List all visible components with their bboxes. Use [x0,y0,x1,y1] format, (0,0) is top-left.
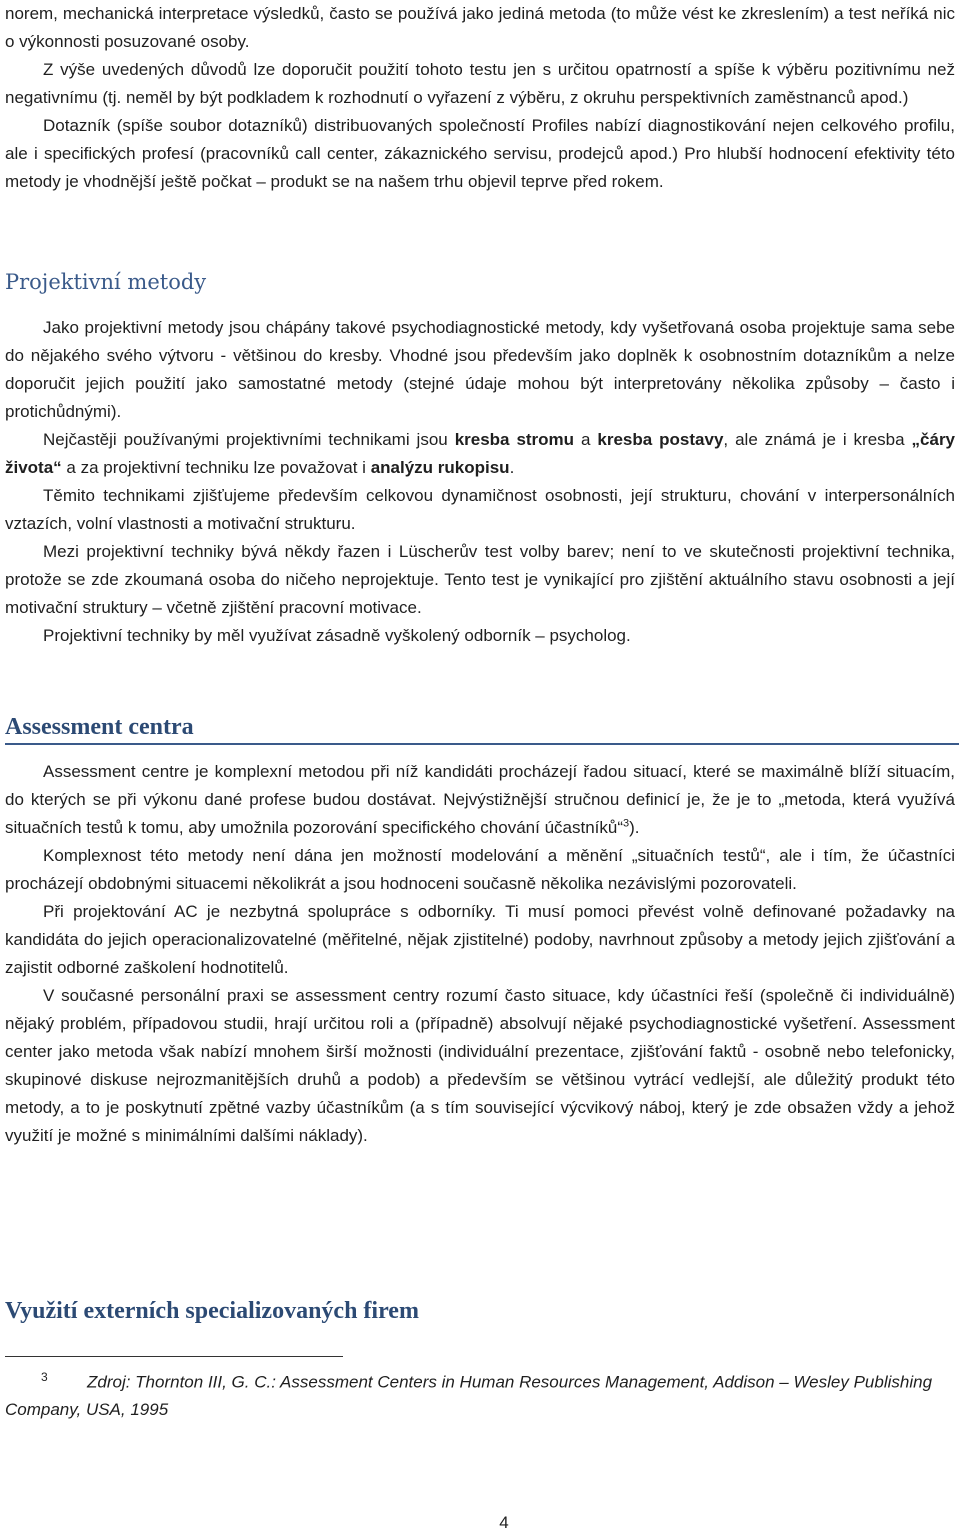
intro-paragraph-2: Z výše uvedených důvodů lze doporučit použití tohoto testu jen s určitou opatrností a spíše k výběru pozitivnímu než negativnímu (tj. neměl by být podkladem k rozhodnutí o vyřazení z výběru, z okruhu perspektivních zaměstnanců apod.) [5,60,955,107]
intro-section [5,0,955,196]
page-number: 4 [499,1513,509,1532]
text-run: a za projektivní techniku lze považovat i [61,458,371,477]
projective-paragraph-4: Mezi projektivní techniky bývá někdy řazen i Lüscherův test volby barev; není to ve skutečnosti projektivní technika, protože se zde zkoumaná osoba do ničeho neprojektuje. Tento test je vynikající pro zjištění aktuálního stavu osobnosti a její motivační struktury – včetně zjištění pracovní motivace. [5,542,955,617]
projective-paragraph-1: Jako projektivní metody jsou chápány takové psychodiagnostické metody, kdy vyšetřovaná osoba projektuje sama sebe do nějakého svého výtvoru - většinou do kresby. Vhodné jsou především jako doplněk k osobnostním dotazníkům a nelze doporučit jejich použití jako samostatné metody (stejné údaje mohou být interpretovány několika způsoby – často i protichůdnými). [5,318,955,421]
footnote-reference[interactable]: 3 [623,817,630,830]
projective-paragraph-5: Projektivní techniky by měl využívat zásadně vyškolený odborník – psycholog. [43,626,631,645]
external-firms-heading: Využití externích specializovaných firem [5,1298,419,1324]
footnote-text: Zdroj: Thornton III, G. C.: Assessment Centers in Human Resources Management, Addison – Wesley Publishing Company, USA, 1995 [5,1372,933,1419]
assessment-section [5,758,955,1150]
assessment-paragraph-1 [5,758,955,842]
projective-methods-heading: Projektivní metody [5,270,207,294]
footnote-number: 3 [41,1370,48,1384]
text-run: a [574,430,598,449]
bold-term-figure-drawing: kresba postavy [597,430,724,449]
footnote [5,1364,955,1423]
footnote-divider [5,1356,343,1357]
bold-term-handwriting: analýzu rukopisu [370,458,510,477]
assessment-centra-heading: Assessment centra [5,714,959,745]
intro-paragraph-3: Dotazník (spíše soubor dotazníků) distribuovaných společností Profiles nabízí diagnostikování nejen celkového profilu, ale i specifických profesí (pracovníků call center, zákaznického servisu, prodejců apod.) Pro hlubší hodnocení efektivity této metody je vhodnější ještě počkat – produkt se na našem trhu objevil teprve před rokem. [5,116,955,191]
text-run: ). [629,818,640,837]
projective-section [5,314,955,650]
bold-term-life-lines: „čáry života“ [5,430,956,477]
assessment-paragraph-2: Komplexnost této metody není dána jen možností modelování a měnění „situačních testů“, ale i tím, že účastníci procházejí obdobnými situacemi několikrát a jsou hodnoceni současně několika nezávislými pozorovateli. [5,846,955,893]
projective-paragraph-2 [5,426,955,482]
assessment-paragraph-4: V současné personální praxi se assessment centry rozumí často situace, kdy účastníci řeší (společně či individuálně) nějaký problém, případovou studii, hrají určitou roli a (případně) absolvují nějaké psychodiagnostické vyšetření. Assessment center jako metoda však nabízí mnohem širší možnosti (individuální prezentace, zjišťování faktů - osobně nebo telefonicky, skupinové diskuse nejrozmanitějších druhů a podob) a především se většinou vytrácí vedlejší, ale důležitý produkt této metody, a to je poskytnutí zpětné vazby účastníkům (a s tím související výcvikový náboj, který je zde obsažen vždy a jehož využití je možné s minimálními dalšími náklady). [5,986,955,1145]
text-run: , ale známá je i kresba [723,430,912,449]
text-run: . [509,458,515,477]
intro-paragraph-1: norem, mechanická interpretace výsledků, často se používá jako jediná metoda (to může vést ke zkreslením) a test neříká nic o výkonnosti posuzované osoby. [5,4,955,51]
projective-paragraph-3: Těmito technikami zjišťujeme především celkovou dynamičnost osobnosti, její strukturu, chování v interpersonálních vztazích, volní vlastnosti a motivační strukturu. [5,486,955,533]
text-run: Assessment centre je komplexní metodou při níž kandidáti procházejí řadou situací, které se maximálně blíží situacím, do kterých se při výkonu dané profese budou dostávat. Nejvýstižnější stručnou definicí je, že je to „metoda, která využívá situačních testů k tomu, aby umožnila pozorování specifického chování účastníků“ [5,762,955,837]
assessment-paragraph-3: Při projektování AC je nezbytná spolupráce s odborníky. Ti musí pomoci převést volně definované požadavky na kandidáta do jejich operacionalizovatelné (měřitelné, nějak zjistitelné) podoby, navrhnout způsoby a metody jejich zjišťování a zajistit odborné zaškolení hodnotitelů. [5,902,955,977]
text-run: Nejčastěji používanými projektivními technikami jsou [43,430,455,449]
bold-term-tree-drawing: kresba stromu [454,430,575,449]
